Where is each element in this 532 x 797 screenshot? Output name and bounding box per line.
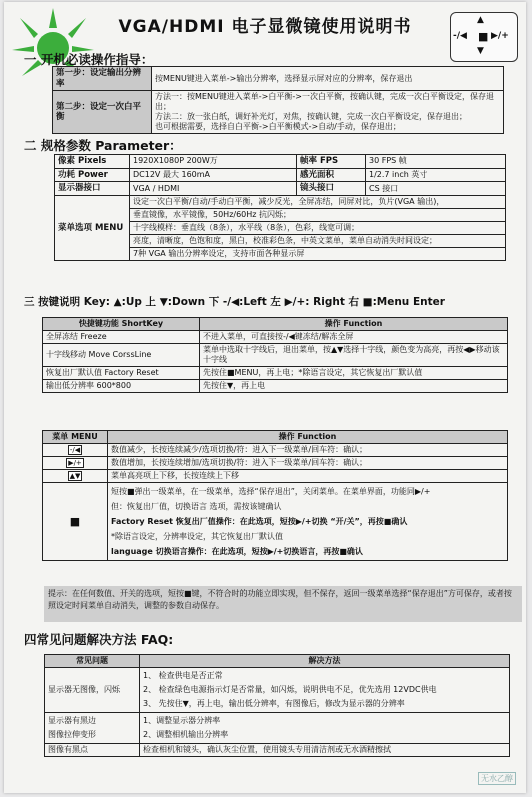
section2-heading: 二 规格参数 Parameter：: [24, 138, 182, 153]
menu-key-function: 数值减少，长按连续减少/选项切换/符：进入下一级菜单/回车符：确认；: [108, 444, 508, 457]
port-value: VGA / HDMI: [130, 182, 297, 196]
right-key-label: ▶/+: [491, 31, 509, 41]
faq-solution-line: 1、 检查供电是否正常: [143, 671, 223, 680]
shortkey-table: [42, 317, 508, 393]
faq-solution-line: 3、 先按住▼，再上电，输出低分辨率，有图像后，修改为显示器的分辨率: [143, 699, 405, 708]
menu-option-line: 亮度，清晰度，色饱和度，黑白，校准彩色条，中英文菜单，菜单自动消失时间设定；: [130, 235, 505, 248]
left-key-label: -/◀: [453, 31, 467, 41]
shortkey-header: 快捷键功能 ShortKey: [43, 318, 200, 331]
power-value: DC12V 最大 160mA: [130, 168, 297, 182]
menu-square-key-icon: ■: [43, 483, 108, 561]
menu-key-function: 数值增加，长按连续增加/选项切换/符：进入下一级菜单/回车符：确认；: [108, 457, 508, 470]
shortkey-name: 十字线移动 Move CorssLine: [43, 344, 200, 367]
menu-key-table: [42, 430, 508, 561]
shortkey-name: 恢复出厂默认值 Factory Reset: [43, 367, 200, 380]
ok-key-label: ■: [478, 30, 489, 43]
faq-table: [44, 654, 510, 757]
plus-right-key-icon: ▶/+: [68, 459, 82, 467]
menu-key-detail: 短按■弹出一级菜单，在一级菜单，选择“保存退出”，关闭菜单。在菜单界面，功能同▶/+: [111, 487, 431, 496]
faq-question: 显示器无图像，闪烁: [45, 668, 140, 713]
function-header: 操作 Function: [200, 318, 508, 331]
step1-label: 第一步：设定输出分辨率: [53, 67, 152, 91]
faq-solution-line: 1、调整显示器分辨率: [143, 716, 221, 725]
menu-key-detail: language 切换语言操作：在此选项，短按▶/+切换语言，再按■确认: [111, 547, 363, 556]
shortkey-function: 先按住■MENU，再上电；*除语言设定，其它恢复出厂默认值: [200, 367, 508, 380]
sensor-value: 1/2.7 inch 英寸: [366, 168, 506, 182]
port-label: 显示器接口: [55, 182, 130, 196]
down-arrow-icon: ▼: [477, 46, 484, 56]
faq-question: 图像有黑点: [45, 744, 140, 757]
lens-label: 镜头接口: [297, 182, 366, 196]
menu-key-detail: Factory Reset 恢复出厂值操作：在此选项，短按▶/+切换 “开/关”，再按■确认: [111, 517, 408, 526]
shortkey-function: 不进入菜单，可直接按-/◀键冻结/解冻全屏: [200, 331, 508, 344]
section3-heading: 三 按键说明 Key: ▲:Up 上 ▼:Down 下 -/◀:Left 左 ▶/+: Right 右 ■:Menu Enter: [24, 296, 445, 308]
step1-text: 按MENU键进入菜单->输出分辨率，选择显示屏对应的分辨率，保存退出: [152, 67, 504, 91]
manual-page: [4, 2, 526, 793]
tip-note: 提示：在任何数值、开关的选项，短按■键，不符合时的功能立即实现，但不保存，返回一级菜单选择“保存退出”方可保存，或者按照设定时间菜单自动消失，调整的参数自动保存。: [44, 586, 522, 622]
faq-solution-line: 2、 检查绿色电源指示灯是否常量，如闪烁，说明供电不足，优先选用 12VDC供电: [143, 685, 437, 694]
menu-options-label: 菜单选项 MENU: [55, 195, 130, 260]
menu-key-detail: *除语言设定，分辨率设定，其它恢复出厂默认值: [111, 532, 283, 541]
section1-heading: 一 开机必读操作指导：: [24, 52, 154, 67]
faq-question: 显示器有黑边: [48, 716, 96, 725]
faq-solution-line: 2、调整相机输出分辨率: [143, 730, 229, 739]
faq-question: 图像拉伸变形: [48, 730, 96, 739]
up-down-key-icon: ▲▼: [69, 472, 81, 480]
up-arrow-icon: ▲: [477, 15, 484, 25]
step2-label: 第二步：设定一次白平衡: [53, 91, 152, 134]
minus-left-key-icon: -/◀: [69, 446, 81, 454]
pixels-value: 1920X1080P 200W万: [130, 155, 297, 169]
watermark-stamp: 无水乙醇: [478, 772, 516, 785]
menu-option-line: 垂直镜像，水平镜像，50Hz/60Hz 抗闪烁；: [130, 209, 505, 222]
menu-key-function: 菜单高亮项上下移，长按连续上下移: [108, 470, 508, 483]
shortkey-name: 输出低分辨率 600*800: [43, 380, 200, 393]
faq-question-header: 常见问题: [45, 655, 140, 668]
keypad-diagram: [450, 12, 518, 62]
pixels-label: 像素 Pixels: [55, 155, 130, 169]
step2-line: 方法一：按MENU键进入菜单->白平衡->一次白平衡，按确认键，完成一次白平衡设定，保存退出；: [155, 92, 494, 112]
shortkey-function: 菜单中选取十字线后，退出菜单，按▲▼选择十字线，颜色变为高亮，再按◀▶移动该十字线: [200, 344, 508, 367]
section4-heading: 四常见问题解决方法 FAQ:: [24, 632, 174, 647]
menu-option-line: 7种 VGA 输出分辨率设定，支持市面各种显示屏: [133, 248, 305, 258]
step2-line: 方法二：放一张白纸，调好补光灯，对焦，按确认键，完成一次白平衡设定，保存退出；: [155, 112, 467, 122]
fps-value: 30 FPS 帧: [366, 155, 506, 169]
lens-value: CS 接口: [366, 182, 506, 196]
power-label: 功耗 Power: [55, 168, 130, 182]
sensor-label: 感光面积: [297, 168, 366, 182]
startup-guide-table: [52, 66, 504, 134]
menu-key-detail: 但：恢复出厂值，切换语言 选项，需按该键确认: [111, 502, 282, 511]
step2-line: 也可根据需要，选择自白平衡->白平衡模式->自动/手动，保存退出；: [155, 122, 401, 132]
shortkey-function: 先按住▼，再上电: [200, 380, 508, 393]
menu-option-line: 十字线模样：垂直线（8条），水平线（8条），色彩，线宽可调；: [130, 222, 505, 235]
menu-key-header: 菜单 MENU: [43, 431, 108, 444]
faq-solution-header: 解决方法: [140, 655, 510, 668]
spec-table: [54, 154, 506, 261]
shortkey-name: 全屏冻结 Freeze: [43, 331, 200, 344]
menu-option-line: 设定一次白平衡/自动/手动白平衡，减少反光，全屏冻结，同屏对比，负片(VGA 输出)，: [130, 196, 505, 209]
faq-solution-line: 检查相机和镜头，确认灰尘位置，使用镜头专用清洁剂或无水酒精擦拭: [140, 744, 510, 757]
menu-function-header: 操作 Function: [108, 431, 508, 444]
page-title: VGA/HDMI 电子显微镜使用说明书: [118, 17, 412, 37]
fps-label: 帧率 FPS: [297, 155, 366, 169]
